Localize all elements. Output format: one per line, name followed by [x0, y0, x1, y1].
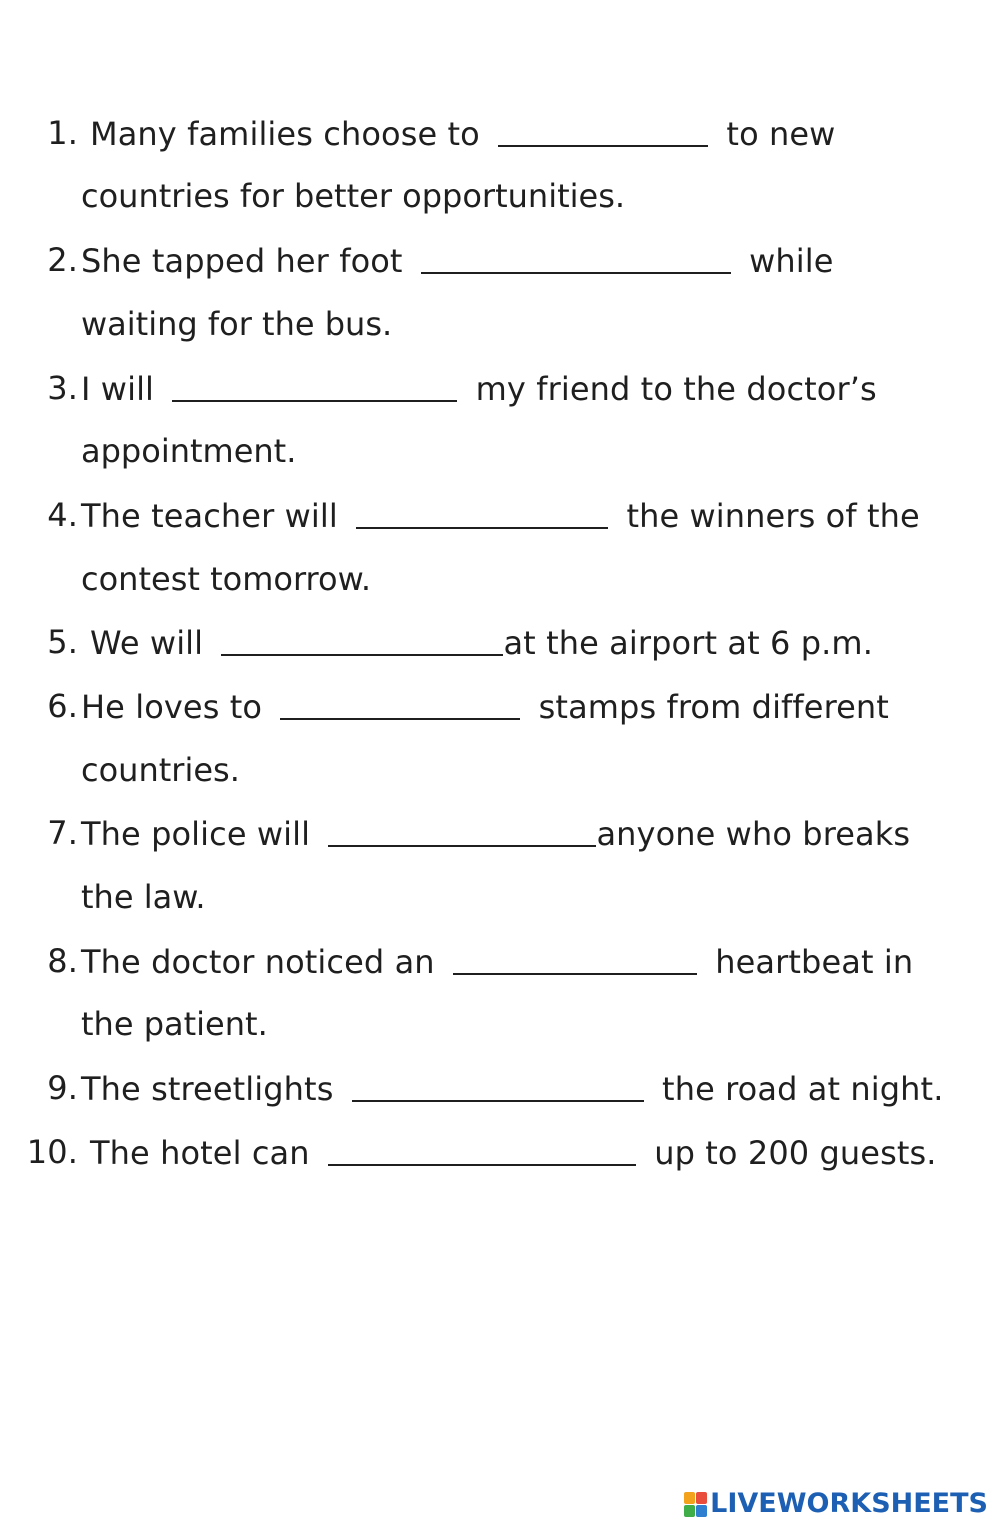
logo-square-icon [696, 1505, 707, 1517]
question-text-after: up to 200 guests. [654, 1134, 937, 1172]
question-text-before: The hotel can [90, 1134, 310, 1172]
question-8-continuation: the patient. [81, 1005, 268, 1043]
question-text-before: The doctor noticed an [81, 943, 435, 981]
question-number: 3. [47, 369, 78, 407]
question-6-continuation: countries. [81, 751, 240, 789]
question-text-before: The police will [81, 815, 311, 853]
question-number: 4. [47, 496, 78, 534]
question-4-continuation: contest tomorrow. [81, 560, 371, 598]
answer-blank-3[interactable] [172, 370, 457, 402]
question-number: 2. [47, 241, 78, 279]
question-text-after: at the airport at 6 p.m. [503, 624, 873, 662]
liveworksheets-logo-text: LIVEWORKSHEETS [710, 1488, 988, 1519]
question-3-continuation: appointment. [81, 432, 297, 470]
question-number: 6. [47, 687, 78, 725]
answer-blank-1[interactable] [498, 115, 708, 147]
question-text-after: stamps from different [538, 688, 889, 726]
question-number: 1. [47, 114, 78, 152]
liveworksheets-logo-icon [684, 1492, 706, 1516]
question-text-before: I will [81, 370, 155, 408]
question-text-after: the road at night. [662, 1070, 944, 1108]
answer-blank-8[interactable] [453, 943, 697, 975]
question-text-after: heartbeat in [715, 943, 914, 981]
question-number: 10. [26, 1133, 78, 1171]
answer-blank-6[interactable] [280, 688, 520, 720]
answer-blank-4[interactable] [356, 497, 608, 529]
question-text-before: She tapped her foot [81, 242, 403, 280]
answer-blank-10[interactable] [328, 1134, 636, 1166]
question-number: 5. [47, 623, 78, 661]
question-text-before: The streetlights [81, 1070, 334, 1108]
answer-blank-2[interactable] [421, 242, 731, 274]
question-2-continuation: waiting for the bus. [81, 305, 393, 343]
logo-square-icon [684, 1505, 695, 1517]
answer-blank-7[interactable] [328, 815, 596, 847]
answer-blank-9[interactable] [352, 1070, 644, 1102]
logo-square-icon [696, 1492, 707, 1504]
question-text-after: the winners of the [626, 497, 920, 535]
question-number: 8. [47, 942, 78, 980]
liveworksheets-brand[interactable] [684, 1487, 988, 1521]
logo-square-icon [684, 1492, 695, 1504]
question-number: 7. [47, 814, 78, 852]
answer-blank-5[interactable] [221, 624, 503, 656]
question-text-after: to new [726, 115, 836, 153]
question-number: 9. [47, 1069, 78, 1107]
question-7-continuation: the law. [81, 878, 206, 916]
question-1-continuation: countries for better opportunities. [81, 177, 626, 215]
question-text-before: He loves to [81, 688, 263, 726]
question-text-before: Many families choose to [90, 115, 480, 153]
question-text-after: anyone who breaks [596, 815, 911, 853]
question-text-before: The teacher will [81, 497, 338, 535]
question-text-before: We will [90, 624, 204, 662]
question-text-after: while [749, 242, 834, 280]
question-text-after: my friend to the doctor’s [475, 370, 877, 408]
